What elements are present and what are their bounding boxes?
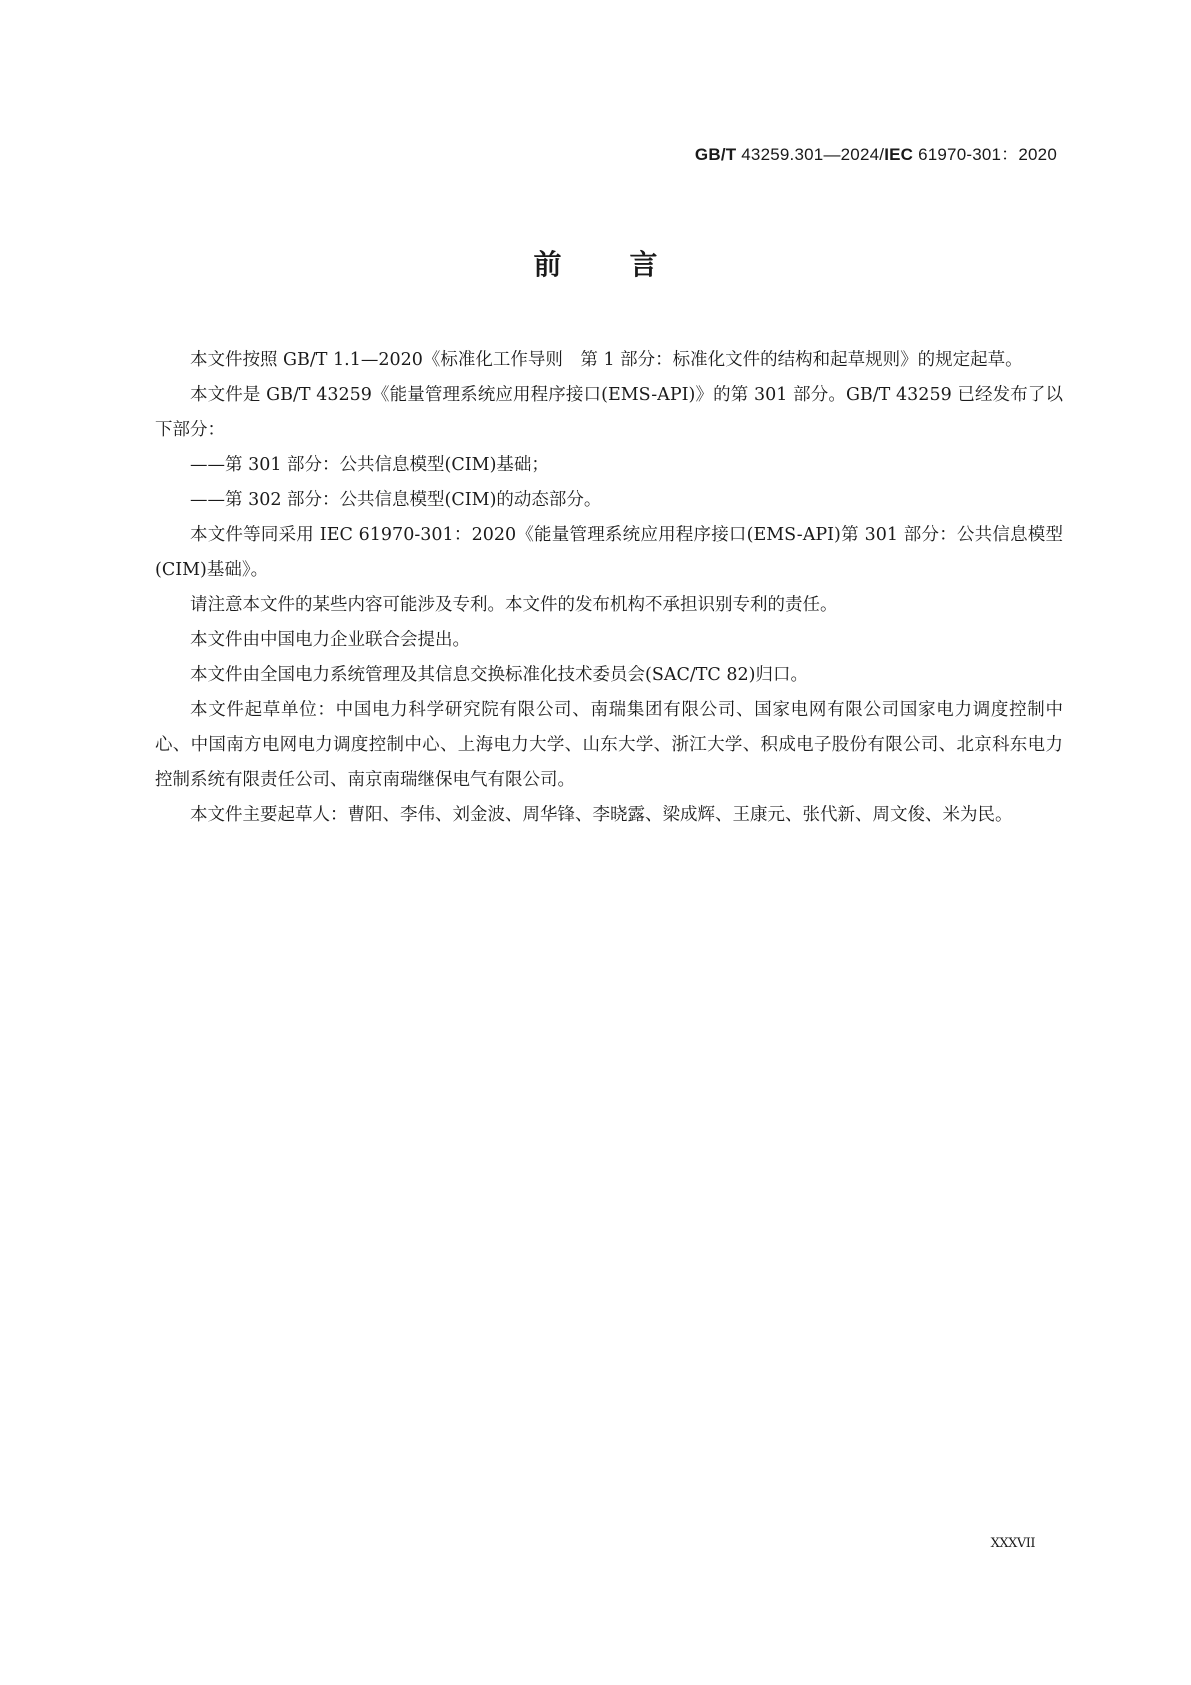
gb-number: 43259.301—2024/ xyxy=(741,145,885,164)
paragraph-drafting-units: 本文件起草单位：中国电力科学研究院有限公司、南瑞集团有限公司、国家电网有限公司国家电力调度控制中心、中国南方电网电力调度控制中心、上海电力大学、山东大学、浙江大学、积成电子股份有限公司、北京科东电力控制系统有限责任公司、南京南瑞继保电气有限公司。 xyxy=(155,700,1063,790)
gb-prefix: GB/T xyxy=(694,145,737,164)
paragraph-drafting-rules: 本文件按照 GB/T 1.1—2020《标准化工作导则 第 1 部分：标准化文件的结构和起草规则》的规定起草。 xyxy=(190,350,1023,370)
paragraph-series-parts: 本文件是 GB/T 43259《能量管理系统应用程序接口(EMS-API)》的第 301 部分。GB/T 43259 已经发布了以下部分： xyxy=(155,385,1063,440)
list-item-part-301: ——第 301 部分：公共信息模型(CIM)基础； xyxy=(190,455,549,475)
foreword-body xyxy=(155,343,1063,833)
paragraph-proposer: 本文件由中国电力企业联合会提出。 xyxy=(190,630,470,650)
standard-number-header xyxy=(695,140,1057,165)
iec-prefix: IEC xyxy=(884,145,914,164)
foreword-title: 前言 xyxy=(533,248,726,281)
paragraph-drafters: 本文件主要起草人：曹阳、李伟、刘金波、周华锋、李晓露、梁成辉、王康元、张代新、周文俊、米为民。 xyxy=(190,805,1013,825)
iec-number: 61970-301：2020 xyxy=(918,145,1057,164)
list-item-part-302: ——第 302 部分：公共信息模型(CIM)的动态部分。 xyxy=(190,490,602,510)
page-number: XXXVII xyxy=(990,1536,1035,1551)
paragraph-iec-adoption: 本文件等同采用 IEC 61970-301：2020《能量管理系统应用程序接口(EMS-API)第 301 部分：公共信息模型(CIM)基础》。 xyxy=(155,525,1063,580)
paragraph-committee: 本文件由全国电力系统管理及其信息交换标准化技术委员会(SAC/TC 82)归口。 xyxy=(190,665,808,685)
paragraph-patent-notice: 请注意本文件的某些内容可能涉及专利。本文件的发布机构不承担识别专利的责任。 xyxy=(190,595,838,615)
